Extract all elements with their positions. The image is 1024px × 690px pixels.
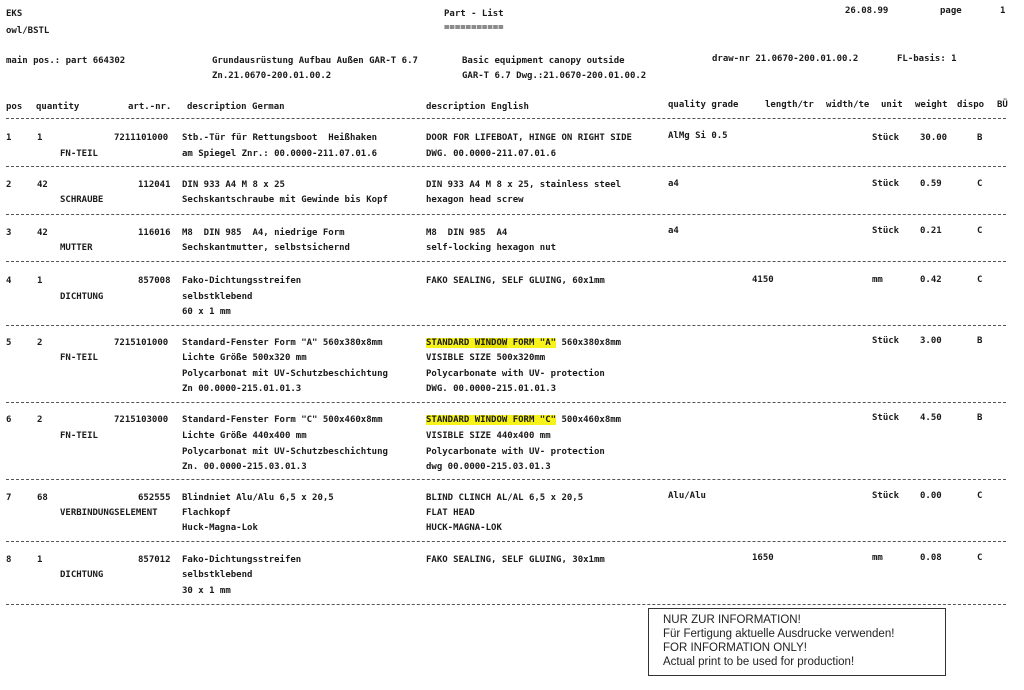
row-desc-english-4: dwg 00.0000-215.03.01.3 [426, 462, 551, 472]
row-weight: 0.21 [920, 226, 942, 236]
col-weight: weight [915, 100, 948, 110]
row-desc-english-1: FAKO SEALING, SELF GLUING, 60x1mm [426, 276, 605, 286]
row-unit: Stück [872, 133, 900, 143]
row-desc-english-4: DWG. 00.0000-215.01.01.3 [426, 384, 557, 394]
row-separator [6, 479, 1006, 480]
print-date: 26.08.99 [845, 6, 889, 16]
highlight-marker: STANDARD WINDOW FORM "A" [426, 338, 557, 348]
row-desc-english-1: DOOR FOR LIFEBOAT, HINGE ON RIGHT SIDE [426, 133, 632, 143]
notice-line-german-title: NUR ZUR INFORMATION! [663, 614, 801, 626]
row-desc-german-2: Sechskantmutter, selbstsichernd [182, 243, 350, 253]
row-weight: 4.50 [920, 413, 942, 423]
row-quantity: 2 [37, 338, 43, 348]
col-dispo: dispo [957, 100, 985, 110]
row-desc-german-1: Fako-Dichtungsstreifen [182, 555, 302, 565]
row-desc-german-1: Fako-Dichtungsstreifen [182, 276, 302, 286]
row-desc-english-1: FAKO SEALING, SELF GLUING, 30x1mm [426, 555, 605, 565]
row-desc-german-3: 60 x 1 mm [182, 307, 231, 317]
row-art-nr: 7211101000 [114, 133, 169, 143]
notice-line-german-text: Für Fertigung aktuelle Ausdrucke verwenden! [663, 628, 895, 640]
row-quantity: 1 [37, 276, 43, 286]
row-desc-german-2: Flachkopf [182, 508, 231, 518]
col-description-english: description English [426, 102, 529, 112]
row-desc-english-2: VISIBLE SIZE 440x400 mm [426, 431, 551, 441]
row-desc-english-3: HUCK-MAGNA-LOK [426, 523, 502, 533]
row-desc-english-2: hexagon head screw [426, 195, 524, 205]
row-pos: 3 [6, 228, 12, 238]
row-desc-english-3: Polycarbonate with UV- protection [426, 369, 605, 379]
row-quality: a4 [668, 179, 679, 189]
row-quantity: 1 [37, 133, 43, 143]
row-desc-english-3: Polycarbonate with UV- protection [426, 447, 605, 457]
row-part-type: SCHRAUBE [60, 195, 104, 205]
row-weight: 0.00 [920, 491, 942, 501]
col-unit: unit [881, 100, 903, 110]
row-weight: 0.08 [920, 553, 942, 563]
row-desc-english-1: BLIND CLINCH AL/AL 6,5 x 20,5 [426, 493, 584, 503]
row-desc-german-3: Polycarbonat mit UV-Schutzbeschichtung [182, 447, 388, 457]
row-art-nr: 7215103000 [114, 415, 169, 425]
col-description-german: description German [187, 102, 285, 112]
row-art-nr: 116016 [138, 228, 171, 238]
row-separator [6, 402, 1006, 403]
row-quantity: 42 [37, 180, 48, 190]
row-desc-german-4: Zn. 00.0000-215.03.01.3 [182, 462, 307, 472]
row-desc-english-1: STANDARD WINDOW FORM "C" 500x460x8mm [426, 415, 622, 425]
row-part-type: VERBINDUNGSELEMENT [60, 508, 158, 518]
row-desc-german-3: 30 x 1 mm [182, 586, 231, 596]
highlight-marker: STANDARD WINDOW FORM "C" [426, 415, 557, 425]
row-art-nr: 652555 [138, 493, 171, 503]
col-extra: BÜ [997, 100, 1008, 110]
row-dispo: C [977, 179, 983, 189]
row-pos: 4 [6, 276, 12, 286]
row-quantity: 42 [37, 228, 48, 238]
row-separator [6, 541, 1006, 542]
row-part-type: DICHTUNG [60, 292, 104, 302]
row-desc-english-1: STANDARD WINDOW FORM "A" 560x380x8mm [426, 338, 622, 348]
row-part-type: MUTTER [60, 243, 93, 253]
row-desc-german-1: Standard-Fenster Form "A" 560x380x8mm [182, 338, 383, 348]
row-art-nr: 857012 [138, 555, 171, 565]
row-desc-german-2: selbstklebend [182, 570, 253, 580]
row-desc-german-1: M8 DIN 985 A4, niedrige Form [182, 228, 345, 238]
col-pos: pos [6, 102, 23, 112]
row-pos: 8 [6, 555, 12, 565]
row-separator [6, 214, 1006, 215]
row-quantity: 1 [37, 555, 43, 565]
row-desc-english-1: DIN 933 A4 M 8 x 25, stainless steel [426, 180, 622, 190]
row-pos: 2 [6, 180, 12, 190]
col-quality-grade: quality grade [668, 100, 739, 110]
row-art-nr: 7215101000 [114, 338, 169, 348]
row-part-type: FN-TEIL [60, 431, 98, 441]
row-unit: Stück [872, 336, 900, 346]
col-art-nr: art.-nr. [128, 102, 172, 112]
row-separator [6, 166, 1006, 167]
row-dispo: B [977, 413, 983, 423]
row-quantity: 2 [37, 415, 43, 425]
company-code: EKS [6, 9, 23, 19]
row-part-type: FN-TEIL [60, 353, 98, 363]
row-pos: 5 [6, 338, 12, 348]
row-length: 4150 [752, 275, 774, 285]
row-desc-german-4: Zn 00.0000-215.01.01.3 [182, 384, 302, 394]
row-desc-german-1: Stb.-Tür für Rettungsboot Heißhaken [182, 133, 378, 143]
row-unit: mm [872, 553, 883, 563]
row-dispo: C [977, 553, 983, 563]
row-desc-german-1: Standard-Fenster Form "C" 500x460x8mm [182, 415, 383, 425]
row-dispo: C [977, 226, 983, 236]
row-weight: 0.42 [920, 275, 942, 285]
document-title: Part - List [444, 9, 504, 19]
notice-line-english-text: Actual print to be used for production! [663, 656, 855, 668]
row-quantity: 68 [37, 493, 48, 503]
main-pos-drawing-german: Zn.21.0670-200.01.00.2 [212, 71, 332, 81]
row-quality: Alu/Alu [668, 491, 706, 501]
row-desc-german-1: Blindniet Alu/Alu 6,5 x 20,5 [182, 493, 334, 503]
row-desc-english-2: self-locking hexagon nut [426, 243, 557, 253]
main-pos-fl-basis: FL-basis: 1 [897, 54, 957, 64]
row-weight: 3.00 [920, 336, 942, 346]
row-desc-german-2: Sechskantschraube mit Gewinde bis Kopf [182, 195, 388, 205]
row-desc-german-3: Polycarbonat mit UV-Schutzbeschichtung [182, 369, 388, 379]
row-desc-english-2: DWG. 00.0000-211.07.01.6 [426, 149, 557, 159]
information-only-notice [648, 608, 946, 676]
row-dispo: C [977, 491, 983, 501]
row-unit: Stück [872, 226, 900, 236]
page-number: 1 [1000, 6, 1006, 16]
page-label: page [940, 6, 962, 16]
row-unit: mm [872, 275, 883, 285]
row-art-nr: 112041 [138, 180, 171, 190]
notice-line-english-title: FOR INFORMATION ONLY! [663, 642, 807, 654]
row-separator [6, 604, 1006, 605]
row-desc-german-2: selbstklebend [182, 292, 253, 302]
row-dispo: B [977, 133, 983, 143]
main-pos-desc-english: Basic equipment canopy outside [462, 56, 625, 66]
main-pos-label: main pos.: part 664302 [6, 56, 126, 66]
main-pos-desc-german: Grundausrüstung Aufbau Außen GAR-T 6.7 [212, 56, 418, 66]
col-length: length/tr [765, 100, 814, 110]
header-separator [6, 118, 1006, 119]
row-separator [6, 325, 1006, 326]
row-pos: 1 [6, 133, 12, 143]
col-width: width/te [826, 100, 870, 110]
row-desc-german-1: DIN 933 A4 M 8 x 25 [182, 180, 285, 190]
row-pos: 7 [6, 493, 12, 503]
row-desc-english-2: VISIBLE SIZE 500x320mm [426, 353, 546, 363]
row-unit: Stück [872, 179, 900, 189]
col-quantity: quantity [36, 102, 80, 112]
row-length: 1650 [752, 553, 774, 563]
row-desc-german-2: Lichte Größe 440x400 mm [182, 431, 307, 441]
row-dispo: B [977, 336, 983, 346]
main-pos-draw-nr: draw-nr 21.0670-200.01.00.2 [712, 54, 859, 64]
main-pos-drawing-english: GAR-T 6.7 Dwg.:21.0670-200.01.00.2 [462, 71, 647, 81]
row-separator [6, 261, 1006, 262]
row-art-nr: 857008 [138, 276, 171, 286]
highlighted-word: WINDOW [474, 338, 508, 348]
row-part-type: DICHTUNG [60, 570, 104, 580]
row-desc-english-2: FLAT HEAD [426, 508, 475, 518]
row-weight: 30.00 [920, 133, 948, 143]
row-unit: Stück [872, 491, 900, 501]
row-quality: AlMg Si 0.5 [668, 131, 728, 141]
row-desc-german-3: Huck-Magna-Lok [182, 523, 258, 533]
row-unit: Stück [872, 413, 900, 423]
title-underline: =========== [444, 23, 504, 33]
row-pos: 6 [6, 415, 12, 425]
row-dispo: C [977, 275, 983, 285]
row-desc-german-2: Lichte Größe 500x320 mm [182, 353, 307, 363]
row-part-type: FN-TEIL [60, 149, 98, 159]
user-path: owl/BSTL [6, 26, 50, 36]
row-quality: a4 [668, 226, 679, 236]
row-weight: 0.59 [920, 179, 942, 189]
row-desc-german-2: am Spiegel Znr.: 00.0000-211.07.01.6 [182, 149, 378, 159]
row-desc-english-1: M8 DIN 985 A4 [426, 228, 508, 238]
